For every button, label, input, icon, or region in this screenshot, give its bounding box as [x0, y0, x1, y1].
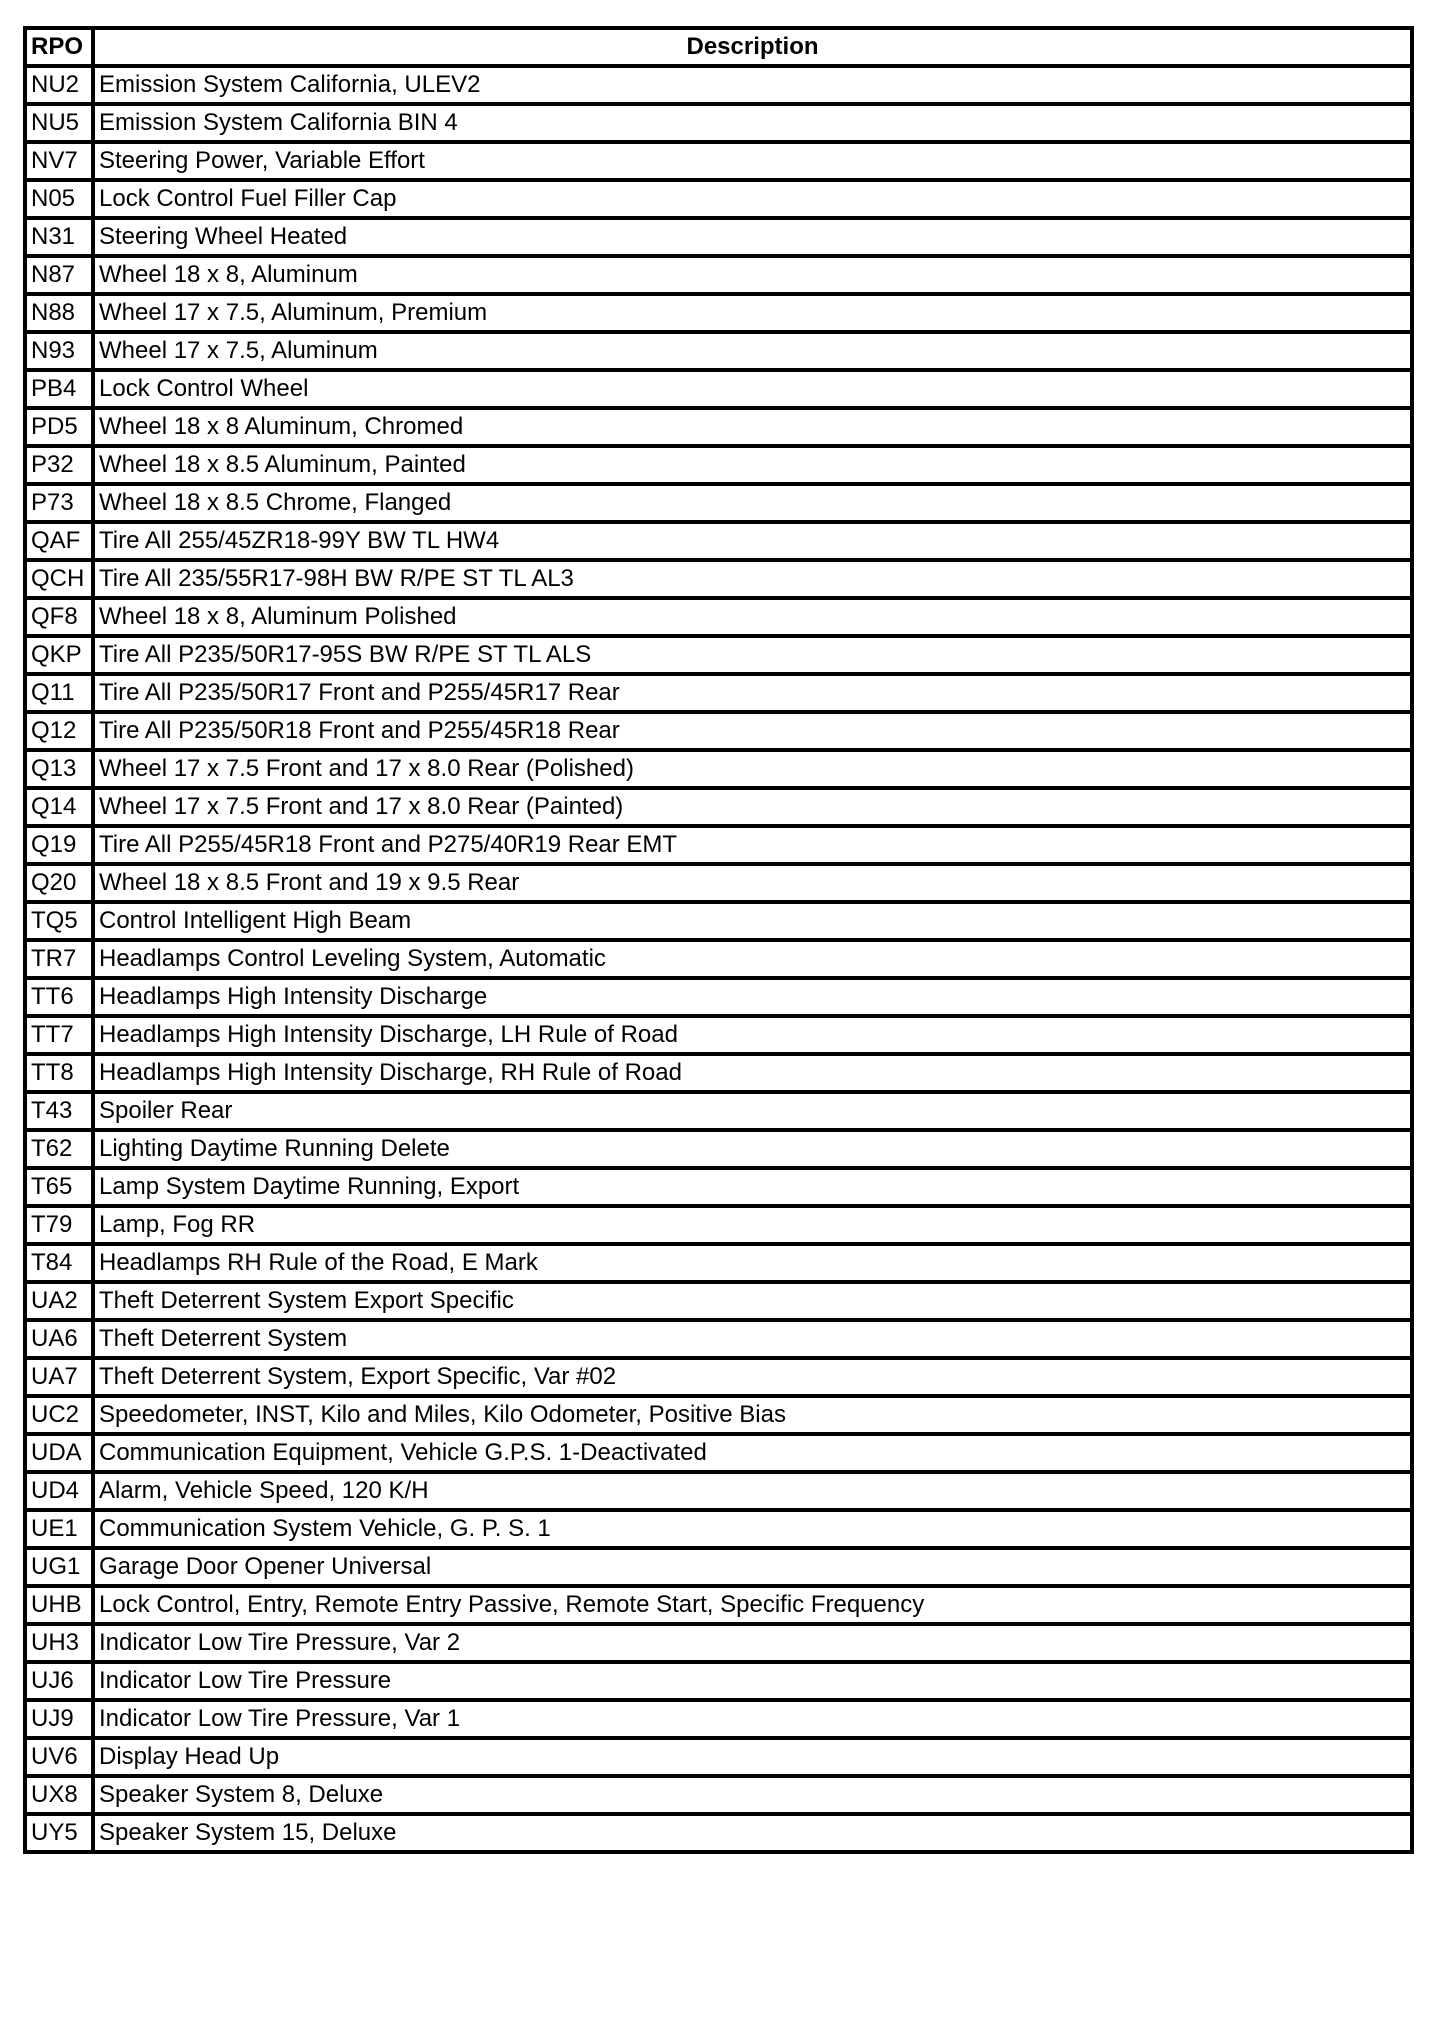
rpo-description-cell: Lock Control Wheel: [93, 370, 1412, 408]
table-row: [25, 142, 1412, 180]
table-row: [25, 1510, 1412, 1548]
rpo-description-cell: Steering Wheel Heated: [93, 218, 1412, 256]
rpo-description-cell: Tire All P255/45R18 Front and P275/40R19 Rear EMT: [93, 826, 1412, 864]
rpo-description-cell: Wheel 17 x 7.5 Front and 17 x 8.0 Rear (Polished): [93, 750, 1412, 788]
table-row: [25, 484, 1412, 522]
rpo-description-cell: Wheel 17 x 7.5, Aluminum, Premium: [93, 294, 1412, 332]
table-row: [25, 750, 1412, 788]
table-row: [25, 1586, 1412, 1624]
rpo-code-cell: UD4: [25, 1472, 93, 1510]
rpo-code-cell: Q20: [25, 864, 93, 902]
rpo-code-cell: TQ5: [25, 902, 93, 940]
rpo-code-cell: QF8: [25, 598, 93, 636]
rpo-code-cell: NU2: [25, 66, 93, 104]
rpo-code-cell: N05: [25, 180, 93, 218]
rpo-description-cell: Display Head Up: [93, 1738, 1412, 1776]
rpo-description-cell: Emission System California BIN 4: [93, 104, 1412, 142]
rpo-description-cell: Indicator Low Tire Pressure, Var 1: [93, 1700, 1412, 1738]
rpo-code-cell: T62: [25, 1130, 93, 1168]
table-row: [25, 370, 1412, 408]
rpo-description-cell: Indicator Low Tire Pressure, Var 2: [93, 1624, 1412, 1662]
rpo-code-cell: UDA: [25, 1434, 93, 1472]
rpo-description-cell: Headlamps RH Rule of the Road, E Mark: [93, 1244, 1412, 1282]
rpo-code-cell: UHB: [25, 1586, 93, 1624]
rpo-code-cell: Q13: [25, 750, 93, 788]
rpo-description-cell: Speedometer, INST, Kilo and Miles, Kilo Odometer, Positive Bias: [93, 1396, 1412, 1434]
rpo-code-cell: N88: [25, 294, 93, 332]
table-row: [25, 1472, 1412, 1510]
rpo-description-cell: Speaker System 8, Deluxe: [93, 1776, 1412, 1814]
table-row: [25, 978, 1412, 1016]
rpo-description-cell: Theft Deterrent System, Export Specific, Var #02: [93, 1358, 1412, 1396]
table-row: [25, 560, 1412, 598]
rpo-description-cell: Tire All P235/50R18 Front and P255/45R18 Rear: [93, 712, 1412, 750]
rpo-description-cell: Lock Control, Entry, Remote Entry Passive, Remote Start, Specific Frequency: [93, 1586, 1412, 1624]
rpo-description-cell: Control Intelligent High Beam: [93, 902, 1412, 940]
rpo-code-cell: UG1: [25, 1548, 93, 1586]
rpo-code-cell: Q19: [25, 826, 93, 864]
table-row: [25, 1320, 1412, 1358]
rpo-code-cell: UA2: [25, 1282, 93, 1320]
table-row: [25, 712, 1412, 750]
rpo-code-cell: P73: [25, 484, 93, 522]
table-row: [25, 256, 1412, 294]
table-row: [25, 1548, 1412, 1586]
rpo-description-cell: Tire All 235/55R17-98H BW R/PE ST TL AL3: [93, 560, 1412, 598]
rpo-code-cell: NV7: [25, 142, 93, 180]
rpo-description-cell: Emission System California, ULEV2: [93, 66, 1412, 104]
table-row: [25, 294, 1412, 332]
rpo-code-cell: QAF: [25, 522, 93, 560]
table-row: [25, 902, 1412, 940]
rpo-code-cell: UJ9: [25, 1700, 93, 1738]
table-row: [25, 218, 1412, 256]
rpo-code-cell: T84: [25, 1244, 93, 1282]
table-row: [25, 1434, 1412, 1472]
rpo-code-cell: TR7: [25, 940, 93, 978]
rpo-description-cell: Headlamps Control Leveling System, Automatic: [93, 940, 1412, 978]
rpo-description-cell: Spoiler Rear: [93, 1092, 1412, 1130]
rpo-code-cell: N31: [25, 218, 93, 256]
table-row: [25, 1092, 1412, 1130]
rpo-code-cell: UH3: [25, 1624, 93, 1662]
rpo-code-cell: UX8: [25, 1776, 93, 1814]
rpo-code-cell: UC2: [25, 1396, 93, 1434]
rpo-description-cell: Tire All 255/45ZR18-99Y BW TL HW4: [93, 522, 1412, 560]
table-row: [25, 788, 1412, 826]
table-row: [25, 1130, 1412, 1168]
rpo-code-cell: T43: [25, 1092, 93, 1130]
rpo-code-cell: PD5: [25, 408, 93, 446]
rpo-description-cell: Wheel 18 x 8, Aluminum Polished: [93, 598, 1412, 636]
rpo-description-cell: Headlamps High Intensity Discharge: [93, 978, 1412, 1016]
rpo-description-cell: Headlamps High Intensity Discharge, LH Rule of Road: [93, 1016, 1412, 1054]
table-row: [25, 864, 1412, 902]
table-row: [25, 1700, 1412, 1738]
rpo-code-cell: QCH: [25, 560, 93, 598]
table-row: [25, 104, 1412, 142]
table-row: [25, 1624, 1412, 1662]
rpo-code-cell: PB4: [25, 370, 93, 408]
rpo-code-cell: UA7: [25, 1358, 93, 1396]
rpo-code-cell: UA6: [25, 1320, 93, 1358]
rpo-description-cell: Garage Door Opener Universal: [93, 1548, 1412, 1586]
rpo-description-cell: Alarm, Vehicle Speed, 120 K/H: [93, 1472, 1412, 1510]
rpo-code-cell: T79: [25, 1206, 93, 1244]
table-row: [25, 636, 1412, 674]
rpo-code-cell: Q11: [25, 674, 93, 712]
rpo-description-cell: Wheel 18 x 8 Aluminum, Chromed: [93, 408, 1412, 446]
table-row: [25, 408, 1412, 446]
rpo-code-cell: N87: [25, 256, 93, 294]
rpo-description-cell: Wheel 17 x 7.5, Aluminum: [93, 332, 1412, 370]
table-row: [25, 940, 1412, 978]
rpo-description-cell: Wheel 18 x 8.5 Chrome, Flanged: [93, 484, 1412, 522]
rpo-code-cell: NU5: [25, 104, 93, 142]
rpo-description-cell: Wheel 18 x 8.5 Aluminum, Painted: [93, 446, 1412, 484]
rpo-code-cell: Q12: [25, 712, 93, 750]
rpo-description-cell: Wheel 17 x 7.5 Front and 17 x 8.0 Rear (Painted): [93, 788, 1412, 826]
rpo-description-cell: Speaker System 15, Deluxe: [93, 1814, 1412, 1852]
rpo-code-cell: UE1: [25, 1510, 93, 1548]
table-row: [25, 1244, 1412, 1282]
rpo-table: [23, 26, 1414, 1854]
rpo-code-cell: UV6: [25, 1738, 93, 1776]
table-body: [25, 66, 1412, 1852]
table-row: [25, 1738, 1412, 1776]
rpo-description-cell: Indicator Low Tire Pressure: [93, 1662, 1412, 1700]
table-row: [25, 826, 1412, 864]
column-header-description: Description: [93, 28, 1412, 66]
table-row: [25, 1282, 1412, 1320]
rpo-code-cell: UY5: [25, 1814, 93, 1852]
rpo-description-cell: Theft Deterrent System: [93, 1320, 1412, 1358]
table-row: [25, 1206, 1412, 1244]
table-row: [25, 446, 1412, 484]
rpo-code-cell: N93: [25, 332, 93, 370]
table-row: [25, 1776, 1412, 1814]
rpo-description-cell: Wheel 18 x 8, Aluminum: [93, 256, 1412, 294]
column-header-rpo: RPO: [25, 28, 93, 66]
rpo-code-cell: TT6: [25, 978, 93, 1016]
table-row: [25, 1814, 1412, 1852]
rpo-description-cell: Wheel 18 x 8.5 Front and 19 x 9.5 Rear: [93, 864, 1412, 902]
rpo-code-cell: QKP: [25, 636, 93, 674]
rpo-code-cell: T65: [25, 1168, 93, 1206]
rpo-code-cell: TT7: [25, 1016, 93, 1054]
table-header-row: [25, 28, 1412, 66]
table-row: [25, 1662, 1412, 1700]
table-row: [25, 332, 1412, 370]
rpo-description-cell: Communication System Vehicle, G. P. S. 1: [93, 1510, 1412, 1548]
rpo-code-cell: P32: [25, 446, 93, 484]
rpo-description-cell: Lock Control Fuel Filler Cap: [93, 180, 1412, 218]
rpo-description-cell: Tire All P235/50R17-95S BW R/PE ST TL ALS: [93, 636, 1412, 674]
rpo-code-cell: Q14: [25, 788, 93, 826]
rpo-code-cell: UJ6: [25, 1662, 93, 1700]
rpo-description-cell: Lamp, Fog RR: [93, 1206, 1412, 1244]
rpo-description-cell: Theft Deterrent System Export Specific: [93, 1282, 1412, 1320]
table-row: [25, 66, 1412, 104]
rpo-description-cell: Headlamps High Intensity Discharge, RH Rule of Road: [93, 1054, 1412, 1092]
table-row: [25, 1016, 1412, 1054]
table-row: [25, 1358, 1412, 1396]
table-row: [25, 1168, 1412, 1206]
rpo-description-cell: Communication Equipment, Vehicle G.P.S. 1-Deactivated: [93, 1434, 1412, 1472]
table-row: [25, 522, 1412, 560]
table-row: [25, 674, 1412, 712]
table-row: [25, 1054, 1412, 1092]
rpo-description-cell: Lighting Daytime Running Delete: [93, 1130, 1412, 1168]
table-row: [25, 1396, 1412, 1434]
table-row: [25, 180, 1412, 218]
rpo-description-cell: Steering Power, Variable Effort: [93, 142, 1412, 180]
rpo-code-cell: TT8: [25, 1054, 93, 1092]
rpo-description-cell: Tire All P235/50R17 Front and P255/45R17 Rear: [93, 674, 1412, 712]
table-row: [25, 598, 1412, 636]
rpo-description-cell: Lamp System Daytime Running, Export: [93, 1168, 1412, 1206]
